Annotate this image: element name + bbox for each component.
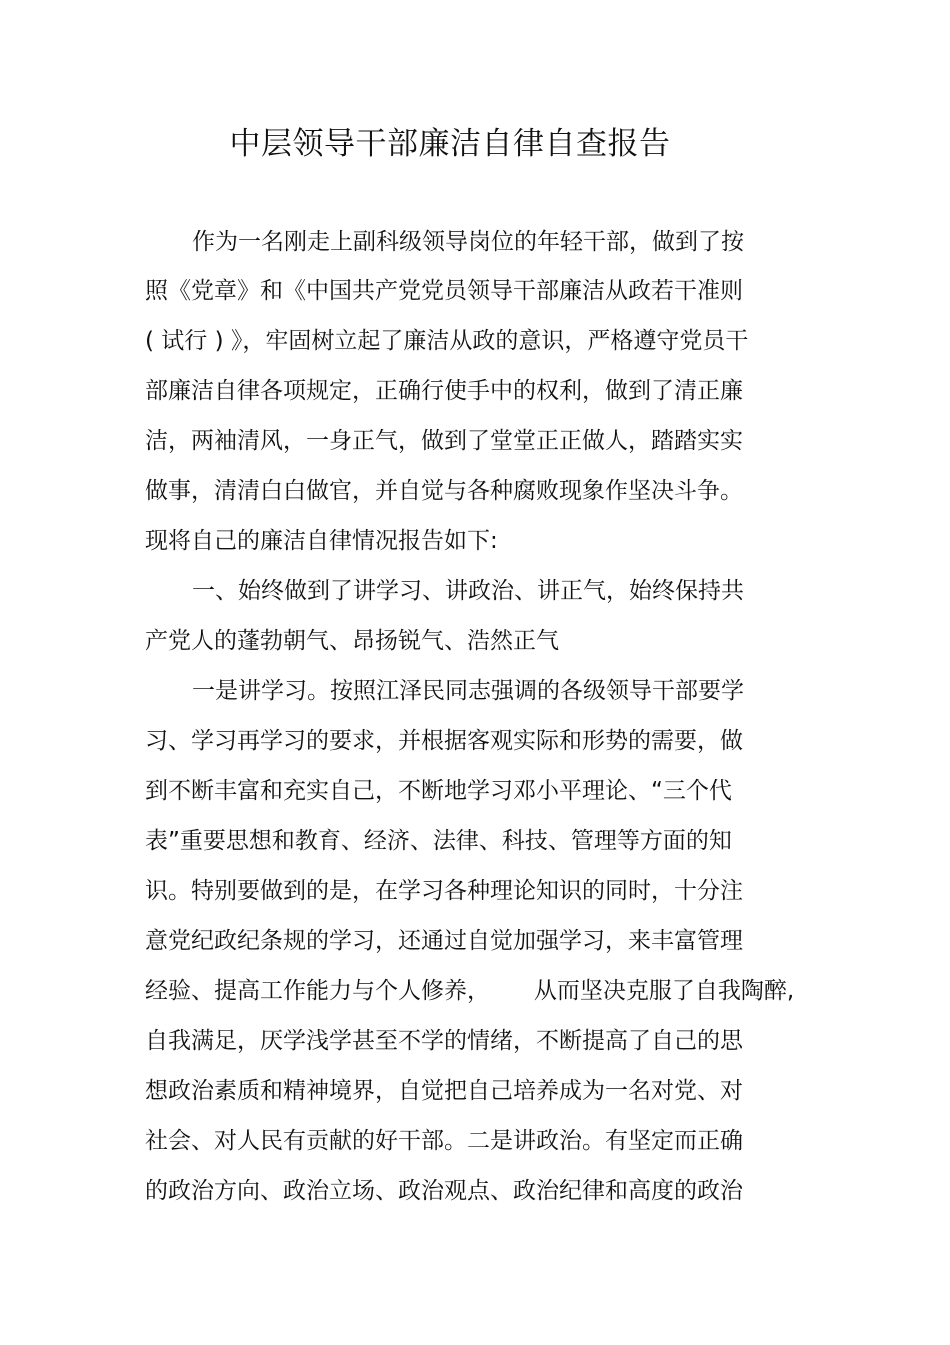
body-line: 一是讲学习。按照江泽民同志强调的各级领导干部要学: [192, 678, 744, 704]
body-line: 经验、提高工作能力与个人修养， 从而坚决克服了自我陶醉,: [145, 978, 795, 1004]
body-line: 自我满足，厌学浅学甚至不学的情绪，不断提高了自己的思: [145, 1028, 743, 1054]
body-line: 想政治素质和精神境界，自觉把自己培养成为一名对党、对: [145, 1078, 743, 1104]
body-line: 洁，两袖清风，一身正气，做到了堂堂正正做人，踏踏实实: [145, 428, 743, 454]
body-line: 意党纪政纪条规的学习，还通过自觉加强学习，来丰富管理: [145, 928, 743, 954]
body-line: 部廉洁自律各项规定，正确行使手中的权利，做到了清正廉: [145, 378, 743, 404]
body-line: 做事，清清白白做官，并自觉与各种腐败现象作坚决斗争。: [145, 478, 743, 504]
document-title: 中层领导干部廉洁自律自查报告: [229, 126, 671, 162]
body-line: 社会、对人民有贡献的好干部。二是讲政治。有坚定而正确: [145, 1128, 743, 1154]
body-line: 现将自己的廉洁自律情况报告如下:: [145, 528, 498, 554]
body-line: 的政治方向、政治立场、政治观点、政治纪律和高度的政治: [145, 1178, 743, 1204]
body-line: 到不断丰富和充实自己，不断地学习邓小平理论、“三个代: [145, 778, 732, 804]
body-line: 识。特别要做到的是，在学习各种理论知识的同时，十分注: [145, 878, 743, 904]
section-heading-line: 一、始终做到了讲学习、讲政治、讲正气，始终保持共: [192, 578, 744, 604]
body-line: 照《党章》和《中国共产党党员领导干部廉洁从政若干准则: [145, 278, 743, 304]
section-heading-line: 产党人的蓬勃朝气、昂扬锐气、浩然正气: [145, 628, 559, 654]
body-line: 表”重要思想和教育、经济、法律、科技、管理等方面的知: [145, 828, 732, 854]
body-line: 作为一名刚走上副科级领导岗位的年轻干部，做到了按: [192, 229, 744, 255]
body-line: 习、学习再学习的要求，并根据客观实际和形势的需要，做: [145, 728, 743, 754]
body-line: ( 试行 ) 》，牢固树立起了廉洁从政的意识，严格遵守党员干: [145, 328, 749, 354]
